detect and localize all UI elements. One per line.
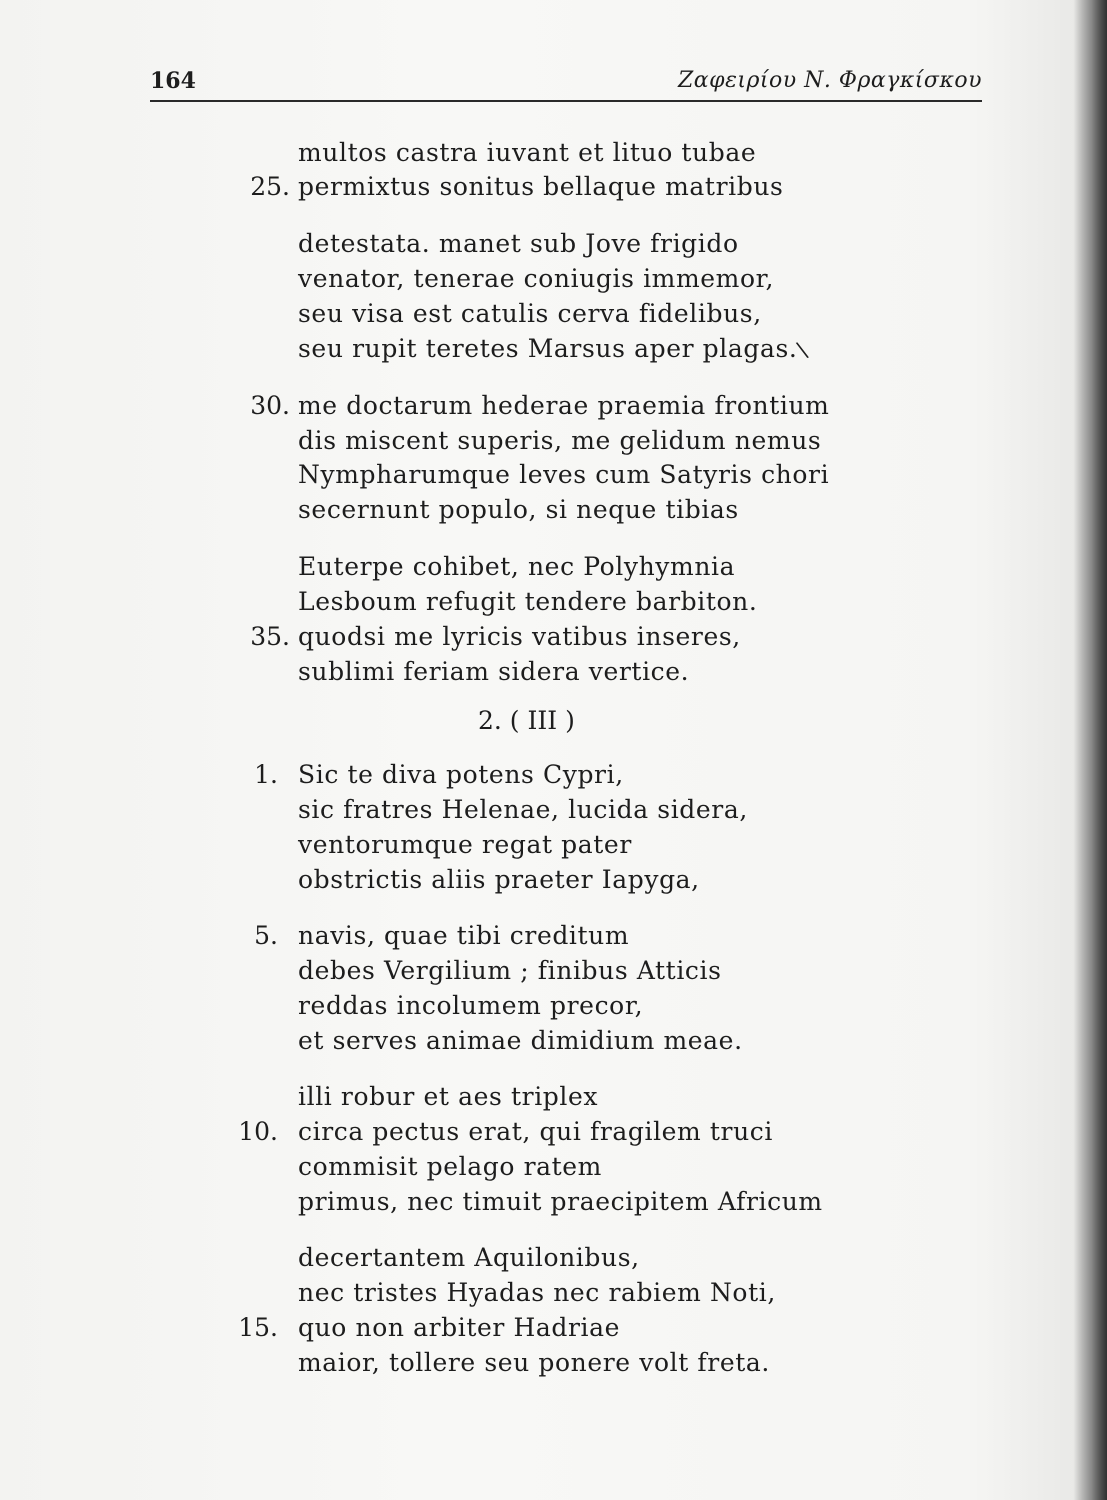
- verse-line: decertantem Aquilonibus,: [298, 1243, 640, 1272]
- verse-line: illi robur et aes triplex: [298, 1082, 599, 1111]
- verse-line: primus, nec timuit praecipitem Africum: [298, 1187, 823, 1216]
- line-number: 5.: [254, 921, 278, 950]
- verse-line: sic fratres Helenae, lucida sidera,: [298, 795, 748, 824]
- line-number: 35.: [250, 622, 290, 651]
- running-head: Ζαφειρίου Ν. Φραγκίσκου: [678, 68, 982, 93]
- verse-line: [298, 334, 812, 364]
- verse-line: quodsi me lyricis vatibus inseres,: [298, 622, 741, 651]
- section-title: 2. ( III ): [478, 706, 575, 735]
- verse-line: reddas incolumem precor,: [298, 991, 644, 1020]
- line-number: 15.: [238, 1313, 278, 1342]
- verse-line: debes Vergilium ; finibus Atticis: [298, 956, 722, 985]
- line-number: 1.: [254, 760, 278, 789]
- verse-line: commisit pelago ratem: [298, 1152, 602, 1181]
- verse-line: circa pectus erat, qui fragilem truci: [298, 1117, 774, 1146]
- verse-line: multos castra iuvant et lituo tubae: [298, 138, 757, 167]
- verse-line: obstrictis aliis praeter Iapyga,: [298, 865, 700, 894]
- verse-line: quo non arbiter Hadriae: [298, 1313, 621, 1342]
- verse-line: navis, quae tibi creditum: [298, 921, 630, 950]
- page-header: [150, 64, 982, 102]
- verse-line: permixtus sonitus bellaque matribus: [298, 172, 784, 201]
- verse-line: venator, tenerae coniugis immemor,: [298, 264, 774, 293]
- verse-line: Sic te diva potens Cypri,: [298, 760, 624, 789]
- verse-line: Lesboum refugit tendere barbiton.: [298, 587, 758, 616]
- verse-line: nec tristes Hyadas nec rabiem Noti,: [298, 1278, 776, 1307]
- line-number: 30.: [250, 391, 290, 420]
- pen-mark-icon: \: [795, 337, 812, 364]
- verse-line: secernunt populo, si neque tibias: [298, 495, 739, 524]
- verse-text: seu rupit teretes Marsus aper plagas.: [298, 334, 798, 363]
- verse-line: detestata. manet sub Jove frigido: [298, 229, 739, 258]
- verse-line: seu visa est catulis cerva fidelibus,: [298, 299, 762, 328]
- verse-line: dis miscent superis, me gelidum nemus: [298, 426, 822, 455]
- verse-line: Nympharumque leves cum Satyris chori: [298, 460, 830, 489]
- verse-line: Euterpe cohibet, nec Polyhymnia: [298, 552, 736, 581]
- line-number: 25.: [250, 172, 290, 201]
- verse-line: maior, tollere seu ponere volt freta.: [298, 1348, 770, 1377]
- verse-line: et serves animae dimidium meae.: [298, 1026, 743, 1055]
- verse-line: sublimi feriam sidera vertice.: [298, 657, 690, 686]
- page-number: 164: [150, 68, 196, 94]
- verse-line: ventorumque regat pater: [298, 830, 632, 859]
- page-edge-shadow: [1073, 0, 1107, 1500]
- verse-line: me doctarum hederae praemia frontium: [298, 391, 830, 420]
- line-number: 10.: [238, 1117, 278, 1146]
